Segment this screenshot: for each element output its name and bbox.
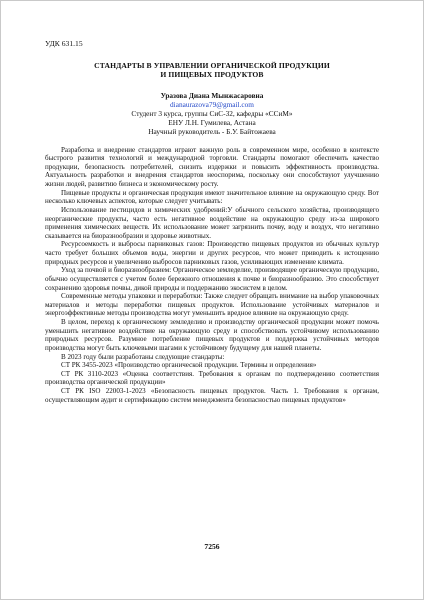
author-email[interactable]: dianaurazova79@gmail.com — [170, 99, 254, 109]
supervisor: Научный руководитель - Б.У. Байтожаева — [148, 126, 276, 136]
author-affiliation: Студент 3 курса, группы СиС-32, кафедры «ССиМ» — [131, 108, 293, 118]
paragraph: Разработка и внедрение стандартов играют важную роль в современном мире, особенно в контексте быстрого развития технологий и международной торговли. Стандарты помогают обеспечить качество продукции, безопасность потребителей, снизить издержки и повысить эффективность производства. Актуальность разработки и внедрения стандартов неоспорима, поскольку они способствуют улучшению жизни людей, развитию бизнеса и экономическому росту. — [45, 145, 379, 189]
paragraph: Современные методы упаковки и переработки: Также следует обращать внимание на выбор упаковочных материалов и методы переработки пищевых продуктов. Использование устойчивых материалов и энергоэффективные методы производства могут уменьшить вредное влияние на окружающую среду. — [45, 292, 379, 318]
paper-title-line-1: СТАНДАРТЫ В УПРАВЛЕНИИ ОРГАНИЧЕСКОЙ ПРОДУКЦИИ — [94, 61, 330, 70]
paragraph: Пищевые продукты и органическая продукция имеют значительное влияние на окружающую среду. Вот несколько ключевых аспектов, которые следует учитывать: — [45, 188, 379, 206]
author-university: ЕНУ Л.Н. Гумилева, Астана — [168, 117, 256, 127]
paper-title-line-2: И ПИЩЕВЫХ ПРОДУКТОВ — [160, 70, 264, 79]
standard-item: СТ РК ISO 22003-1-2023 «Безопасность пищевых продуктов. Часть 1. Требования к органам, осуществляющим аудит и сертификацию систем менеджмента безопасностью пищевых продуктов» — [45, 387, 379, 404]
paragraph: В 2023 году были разработаны следующие стандарты: — [61, 352, 225, 361]
paragraph: Уход за почвой и биоразнообразием: Органическое земледелие, производящее органическую продукцию, обычно осуществляется с учетом более бережного отношения к почве и биоразнообразию. Это способствует сохранению здоровья почвы, дикой природы и поддержанию экосистем в целом. — [45, 266, 379, 292]
paper-body — [45, 146, 379, 405]
standard-item: СТ РК 3455-2023 «Производство органической продукции. Термины и определения» — [61, 361, 317, 370]
author-block — [45, 92, 379, 137]
page-number: 7256 — [204, 542, 220, 551]
paragraph: Ресурсоемкость и выбросы парниковых газов: Производство пищевых продуктов из обычных культур часто требует больших объемов воды, энергии и других ресурсов, что может приводить к истощению природных ресурсов и увеличению выбросов парниковых газов, усиливающих изменение климата. — [45, 240, 379, 266]
udk-code: УДК 631.15 — [45, 39, 83, 48]
paragraph: В целом, переход к органическому земледелию и производству органической продукции может помочь уменьшить негативное воздействие на окружающую среду и способствовать устойчивому использованию природных ресурсов. Разумное потребление пищевых продуктов и поддержка устойчивых методов производства могут быть ключевыми шагами к устойчивому будущему для нашей планеты. — [45, 318, 379, 352]
author-name: Уразова Диана Мынжасаровна — [160, 91, 264, 100]
paragraph: Использование пестицидов и химических удобрений:У обычного сельского хозяйства, производящего неорганические продукты, часто есть негативное воздействие на окружающую среду из-за широкого применения химических веществ. Их использование может загрязнить почву, воду и воздух, что негативно сказывается на биоразнообразии и здоровье животных. — [45, 205, 379, 240]
standard-item: СТ РК 3110-2023 «Оценка соответствия. Требования к органам по подтверждению соответствия производства органической продукции» — [45, 369, 379, 387]
paper-title — [45, 61, 379, 79]
